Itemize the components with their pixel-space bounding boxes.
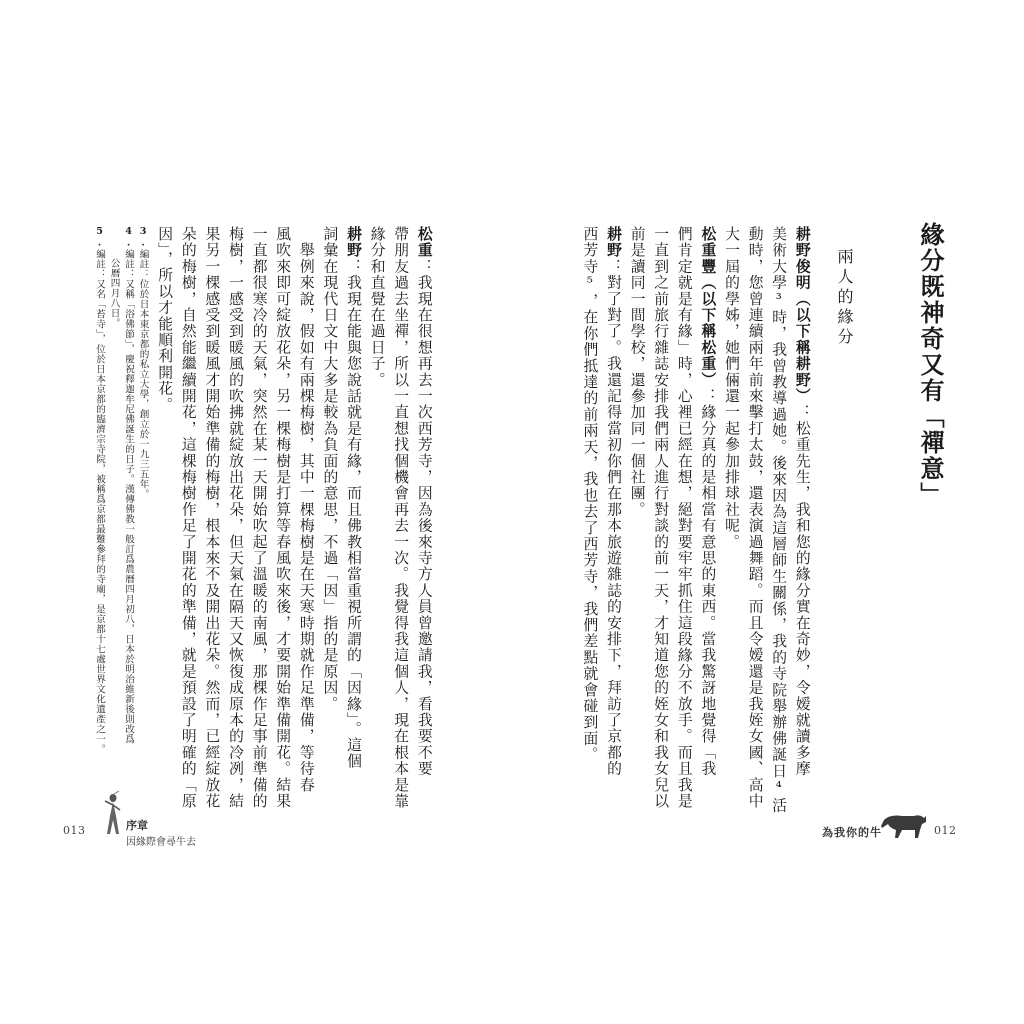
right-body-line [652,226,670,810]
footnote-text: 編註：位於日本東京都的私立大學，創立於一九三五年。 [137,248,149,499]
line-text: 因」，所以才能順利開花。 [156,226,174,413]
left-chapter-label: 序章 [126,819,148,832]
right-body-line [582,226,597,763]
page-title: 緣分既神奇又有「禪意」 [916,222,945,508]
line-text: 一直都很寒冷的天氣，突然在某一天開始吹起了溫暖的南風，那棵作足事前準備的 [250,226,268,810]
left-body-line [369,226,384,388]
line-text: 詞彙在現代日文中大多是較為負面的意思，不過「因」指的是原因。 [321,226,339,712]
right-page-number: 012 [934,824,957,837]
herdboy-figure-icon [102,790,124,838]
line-text: 大一屆的學姊，她們倆還一起參加排球社呢。 [722,226,740,550]
line-text: ：我現在能與您說話就是有緣，而且佛教相當重視所謂的「因緣」。這個 [344,258,362,770]
line-text: ：緣分真的是相當有意思的東西。當我驚訝地覺得「我 [699,388,717,777]
ox-silhouette-icon [880,806,928,840]
line-text: 舉例來說，假如有兩棵梅樹，其中一棵梅樹是在天寒時期就作足準備，等待春 [297,226,315,793]
speaker-label: 耕野 [604,226,622,259]
line-text: 梅樹，一感受到暖風的吹拂就綻放出花朵，但天氣在隔天又恢復成原本的冷冽，結 [226,226,244,810]
footnote [95,226,105,754]
footnote-text: 編註：又名「苔寺」，位於日本京都的臨濟宗寺院，被稱爲京都最難參拜的寺廟，是京都十七處世界文化遺產之一。 [94,248,106,755]
right-body-line [629,226,644,518]
line-text: 朵的梅樹，自然能繼續開花，這棵梅樹作足了開花的準備，就是預設了明確的「原 [179,226,197,810]
left-body-line [298,226,313,793]
speaker-label: 松重 [415,226,433,259]
line-text: 一直到之前旅行雜誌安排我們兩人進行對談的前一天，才知道您的姪女和我女兒以 [652,226,670,810]
left-body-line [392,226,410,810]
footnote-number: 3. [137,226,149,249]
line-text: ：對了對了。我還記得當初你們在那本旅遊雜誌的安排下，拜訪了京都的 [604,258,622,777]
right-body-line [770,226,788,814]
line-text: 帶朋友過去坐禪，所以一直想找個機會再去一次。我覺得我這個人，現在根本是靠 [392,226,410,810]
left-body-line [227,226,242,809]
right-body-line [676,226,691,809]
footnote [109,258,119,328]
line-text: ：松重先生，我和您的緣分實在奇妙，令嫒就讀多摩 [793,404,811,777]
right-body-line [794,226,809,777]
line-text: 美術大學³時，我曾教導過她。後來因為這層師生關係，我的寺院舉辦佛誕日⁴活 [770,226,788,814]
left-body-line [251,226,266,809]
speaker-label: 耕野 [344,226,362,259]
footnote [138,226,148,499]
footnote [124,226,134,744]
left-body-line [156,226,174,413]
footnote-number: 5. [94,226,106,249]
line-text: 們肯定就是有緣」時，心裡已經在想，絕對要牢牢抓住這段緣分不放手。而且我是 [675,226,693,810]
right-body-line [605,226,620,777]
line-text: 風吹來即可綻放花朵，另一棵梅樹是打算等春風吹來後，才要開始準備開花。結果 [274,226,292,810]
right-body-line [723,226,738,550]
speaker-label: 耕野俊明（以下稱耕野） [793,226,811,405]
section-subtitle: 兩人的緣分 [835,248,854,348]
line-text: 西芳寺⁵，在你們抵達的前兩天，我也去了西芳寺，我們差點就會碰到面。 [581,226,599,763]
footnote-text: 公曆四月八日。 [108,258,120,328]
left-body-line [180,226,195,809]
right-body-line [700,226,715,777]
line-text: 果另一棵感受到暖風才開始準備的梅樹，根本來不及開出花朵。然而，已經綻放花 [203,226,221,810]
right-body-line [747,226,762,809]
footnote-text: 編註：又稱「浴佛節」，慶祝釋迦牟尼佛誕生的日子。漢傳佛教一般訂爲農曆四月初八，日本於明治維新後則改爲 [123,248,135,745]
left-body-line [274,226,292,810]
left-body-line [322,226,337,712]
left-body-line [345,226,360,769]
left-body-line [416,226,431,777]
line-text: ：我現在很想再去一次西芳寺，因為後來寺方人員曾邀請我，看我要不要 [415,258,433,777]
left-chapter-subtitle: 因緣際會尋牛去 [126,837,196,848]
line-text: 動時，您曾連續兩年前來擊打太鼓，還表演過舞蹈。而且令嫒還是我姪女國、高中 [746,226,764,810]
footnote-number: 4. [123,226,135,249]
left-page-number: 013 [63,824,86,837]
line-text: 緣分和直覺在過日子。 [368,226,386,388]
speaker-label: 松重豐（以下稱松重） [699,226,717,388]
right-book-title: 為我你的牛 [822,826,882,839]
left-body-line [204,226,219,809]
line-text: 前是讀同一間學校，還參加同一個社團。 [628,226,646,518]
